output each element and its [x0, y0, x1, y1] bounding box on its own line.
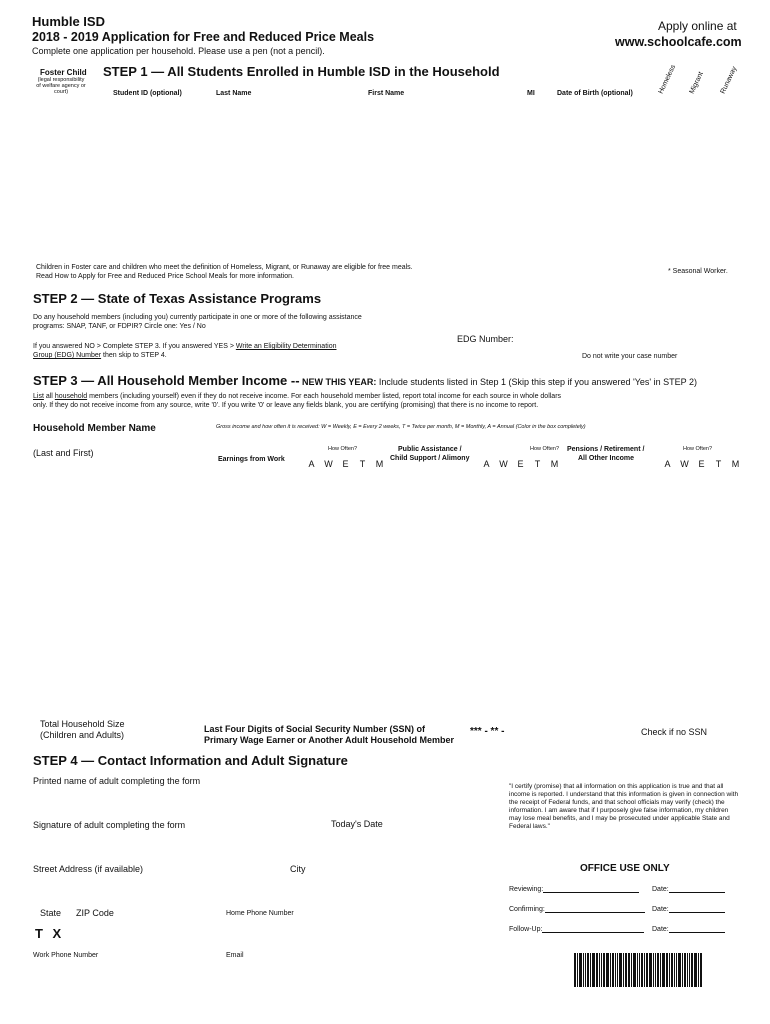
barcode-stripe [631, 953, 632, 987]
barcode-stripe [698, 953, 699, 987]
edg-number-label: EDG Number: [457, 334, 514, 344]
barcode-stripe [662, 953, 665, 987]
barcode-stripe [617, 953, 618, 987]
freq-m[interactable]: M [375, 459, 384, 469]
step1-footnote-1: Children in Foster care and children who meet the definition of Homeless, Migrant, or Runaway are eligible for free meals. [36, 264, 413, 271]
case-number-note: Do not write your case number [582, 353, 678, 360]
barcode-stripe [577, 953, 578, 987]
barcode-stripe [587, 953, 589, 987]
barcode-stripe [657, 953, 659, 987]
child-support-label: Child Support / Alimony [390, 455, 470, 462]
barcode-stripe [676, 953, 677, 987]
state-label: State [40, 908, 62, 918]
barcode-stripe [682, 953, 683, 987]
col-dob: Date of Birth (optional) [557, 90, 633, 97]
barcode-stripe [619, 953, 622, 987]
col-homeless: Homeless [657, 63, 678, 95]
step1-footnote-2: Read How to Apply for Free and Reduced Price School Meals for more information. [36, 273, 294, 280]
form-instruction: Complete one application per household. Please use a pen (not a pencil). [32, 46, 325, 56]
confirming-date-label: Date: [652, 906, 669, 913]
barcode-stripe [606, 953, 609, 987]
frequency-boxes-earnings [303, 459, 388, 469]
foster-child-label: Foster Child [40, 68, 87, 77]
barcode-image [574, 953, 734, 987]
step3-heading: STEP 3 — All Household Member Income -- [33, 373, 300, 388]
barcode-stripe [633, 953, 636, 987]
col-runaway: Runaway [719, 65, 739, 95]
barcode-stripe [694, 953, 697, 987]
organization-name: Humble ISD [32, 14, 105, 29]
state-value: T X [35, 926, 65, 941]
home-phone-label: Home Phone Number [226, 910, 294, 917]
followup-date-row [652, 926, 725, 933]
step3-list-text-1: all [43, 393, 55, 400]
step2-question-2: programs: SNAP, TANF, or FDPIR? Circle one: Yes / No [33, 323, 206, 330]
barcode-stripe [655, 953, 656, 987]
zip-code-label: ZIP Code [76, 908, 114, 918]
col-first-name: First Name [368, 90, 405, 97]
reviewing-label: Reviewing: [509, 886, 544, 893]
col-last-name: Last Name [216, 90, 252, 97]
freq-e[interactable]: E [342, 459, 349, 469]
work-phone-label: Work Phone Number [33, 952, 99, 959]
barcode-stripe [601, 953, 602, 987]
barcode-stripe [590, 953, 591, 987]
reviewing-line[interactable] [543, 886, 639, 893]
followup-date-label: Date: [652, 926, 669, 933]
barcode-stripe [574, 953, 576, 987]
col-student-id: Student ID (optional) [113, 90, 182, 97]
confirming-date-line[interactable] [669, 906, 725, 913]
step3-list-text-3: only. If they do not receive income from any source, write '0'. If you write '0' or leave any fields blank, you are certifying (promising) that there is no income to report. [33, 402, 539, 409]
apply-online-label: Apply online at [658, 19, 737, 33]
frequency-boxes-assistance [478, 459, 563, 469]
step2-group-link: Group (EDG) Number [33, 352, 102, 359]
step4-heading: STEP 4 — Contact Information and Adult Signature [33, 753, 348, 768]
step1-heading: STEP 1 — All Students Enrolled in Humble ISD in the Household [103, 64, 500, 79]
reviewing-date-label: Date: [652, 886, 669, 893]
barcode-stripe [583, 953, 584, 987]
barcode-stripe [637, 953, 638, 987]
step2-group-rest: then skip to STEP 4. [101, 352, 167, 359]
barcode-stripe [623, 953, 624, 987]
children-adults-label: (Children and Adults) [40, 730, 125, 740]
barcode-stripe [599, 953, 600, 987]
step2-no-text: If you answered NO > Complete STEP 3. If you answered YES > [33, 343, 236, 350]
barcode-stripe [674, 953, 675, 987]
step3-heading-line [33, 372, 697, 390]
foster-child-note: (legal responsibility of welfare agency or court) [36, 77, 86, 95]
barcode-stripe [612, 953, 614, 987]
barcode-stripe [579, 953, 582, 987]
step2-group-instruction [33, 352, 167, 359]
gross-income-note: Gross income and how often it is received: W = Weekly, E = Every 2 weeks, T = Twice per month, M = Monthly, A = Annual (Color in the box completely) [216, 424, 586, 430]
barcode-stripe [628, 953, 630, 987]
freq-a[interactable]: A [308, 459, 315, 469]
barcode-stripe [660, 953, 661, 987]
how-often-2: How Often? [530, 446, 560, 452]
barcode-stripe [691, 953, 693, 987]
step3-list-text-2: members (including yourself) even if they do not receive income. For each household member listed, report total income for each source in whole dollars [87, 393, 562, 400]
ssn-label: Last Four Digits of Social Security Number (SSN) of [204, 724, 426, 734]
last-and-first-label: (Last and First) [33, 448, 94, 458]
barcode-stripe [700, 953, 702, 987]
barcode-stripe [596, 953, 598, 987]
ssn-mask: *** - ** - [470, 726, 505, 737]
seasonal-worker-note: * Seasonal Worker. [668, 268, 728, 275]
reviewing-row [509, 886, 639, 893]
followup-line[interactable] [542, 926, 644, 933]
confirming-date-row [652, 906, 725, 913]
confirming-line[interactable] [545, 906, 645, 913]
household-member-name-label: Household Member Name [33, 423, 156, 434]
followup-row [509, 926, 644, 933]
form-title: 2018 - 2019 Application for Free and Reduced Price Meals [32, 30, 375, 44]
other-income-label: All Other Income [578, 455, 635, 462]
reviewing-date-line[interactable] [669, 886, 725, 893]
how-often-1: How Often? [328, 446, 358, 452]
freq-a[interactable]: A [664, 459, 671, 469]
email-label: Email [226, 952, 244, 959]
pensions-label: Pensions / Retirement / [567, 446, 645, 453]
certification-statement: "I certify (promise) that all information on this application is true and that all income is reported. I understand that this information is given in connection with the receipt of Federal funds, and that school officials may verify (check) the information. I am aware that if I purposely give false information, my children may lose meal benefits, and I may be prosecuted under applicable State and Federal laws." [509, 783, 739, 830]
barcode-stripe [603, 953, 605, 987]
freq-w[interactable]: W [499, 459, 508, 469]
barcode-stripe [669, 953, 670, 987]
step3-new-year: NEW THIS YEAR: [299, 377, 377, 387]
earnings-from-work-label: Earnings from Work [218, 456, 285, 463]
printed-name-label: Printed name of adult completing the form [33, 776, 201, 786]
barcode-stripe [641, 953, 643, 987]
barcode-stripe [649, 953, 652, 987]
freq-t[interactable]: T [534, 459, 541, 469]
barcode-stripe [653, 953, 654, 987]
barcode-stripe [689, 953, 690, 987]
col-mi: MI [527, 90, 535, 97]
barcode-stripe [644, 953, 645, 987]
step2-question-1: Do any household members (including you) currently participate in one or more of the following assistance [33, 314, 362, 321]
street-address-label: Street Address (if available) [33, 864, 144, 874]
freq-m[interactable]: M [731, 459, 740, 469]
how-often-3: How Often? [683, 446, 713, 452]
barcode-stripe [646, 953, 648, 987]
ssn-label-2: Primary Wage Earner or Another Adult Household Member [204, 735, 455, 745]
barcode-stripe [610, 953, 611, 987]
barcode-stripe [639, 953, 640, 987]
freq-e[interactable]: E [517, 459, 524, 469]
public-assistance-label: Public Assistance / [398, 446, 462, 453]
barcode-stripe [592, 953, 595, 987]
signature-label: Signature of adult completing the form [33, 820, 186, 830]
freq-w[interactable]: W [324, 459, 333, 469]
check-no-ssn-label[interactable]: Check if no SSN [641, 727, 708, 737]
confirming-label: Confirming: [509, 906, 545, 913]
freq-t[interactable]: T [715, 459, 722, 469]
barcode-stripe [585, 953, 586, 987]
todays-date-label: Today's Date [331, 819, 383, 829]
barcode-stripe [671, 953, 673, 987]
barcode-stripe [625, 953, 627, 987]
barcode-stripe [687, 953, 688, 987]
apply-online-url[interactable]: www.schoolcafe.com [615, 35, 742, 49]
step3-list-link: List [33, 393, 44, 400]
total-household-size-label: Total Household Size [40, 719, 125, 729]
reviewing-date-row [652, 886, 725, 893]
city-label: City [290, 864, 306, 874]
col-migrant: Migrant [688, 70, 705, 95]
freq-m[interactable]: M [550, 459, 559, 469]
followup-date-line[interactable] [669, 926, 725, 933]
freq-w[interactable]: W [680, 459, 689, 469]
barcode-stripe [615, 953, 616, 987]
step2-yes-link: Write an Eligibility Determination [235, 343, 337, 350]
followup-label: Follow-Up: [509, 926, 543, 933]
freq-t[interactable]: T [359, 459, 366, 469]
step3-household-link: household [54, 393, 88, 400]
step3-list-instruction [33, 393, 561, 400]
step3-heading-rest: Include students listed in Step 1 (Skip this step if you answered 'Yes' in STEP 2) [376, 377, 698, 387]
office-use-only: OFFICE USE ONLY [580, 863, 670, 874]
freq-a[interactable]: A [483, 459, 490, 469]
barcode-stripe [666, 953, 668, 987]
barcode-stripe [684, 953, 686, 987]
frequency-boxes-other [659, 459, 744, 469]
step2-no-instruction [33, 343, 337, 350]
confirming-row [509, 906, 645, 913]
step2-heading: STEP 2 — State of Texas Assistance Programs [33, 291, 322, 306]
barcode-stripe [678, 953, 681, 987]
freq-e[interactable]: E [698, 459, 705, 469]
